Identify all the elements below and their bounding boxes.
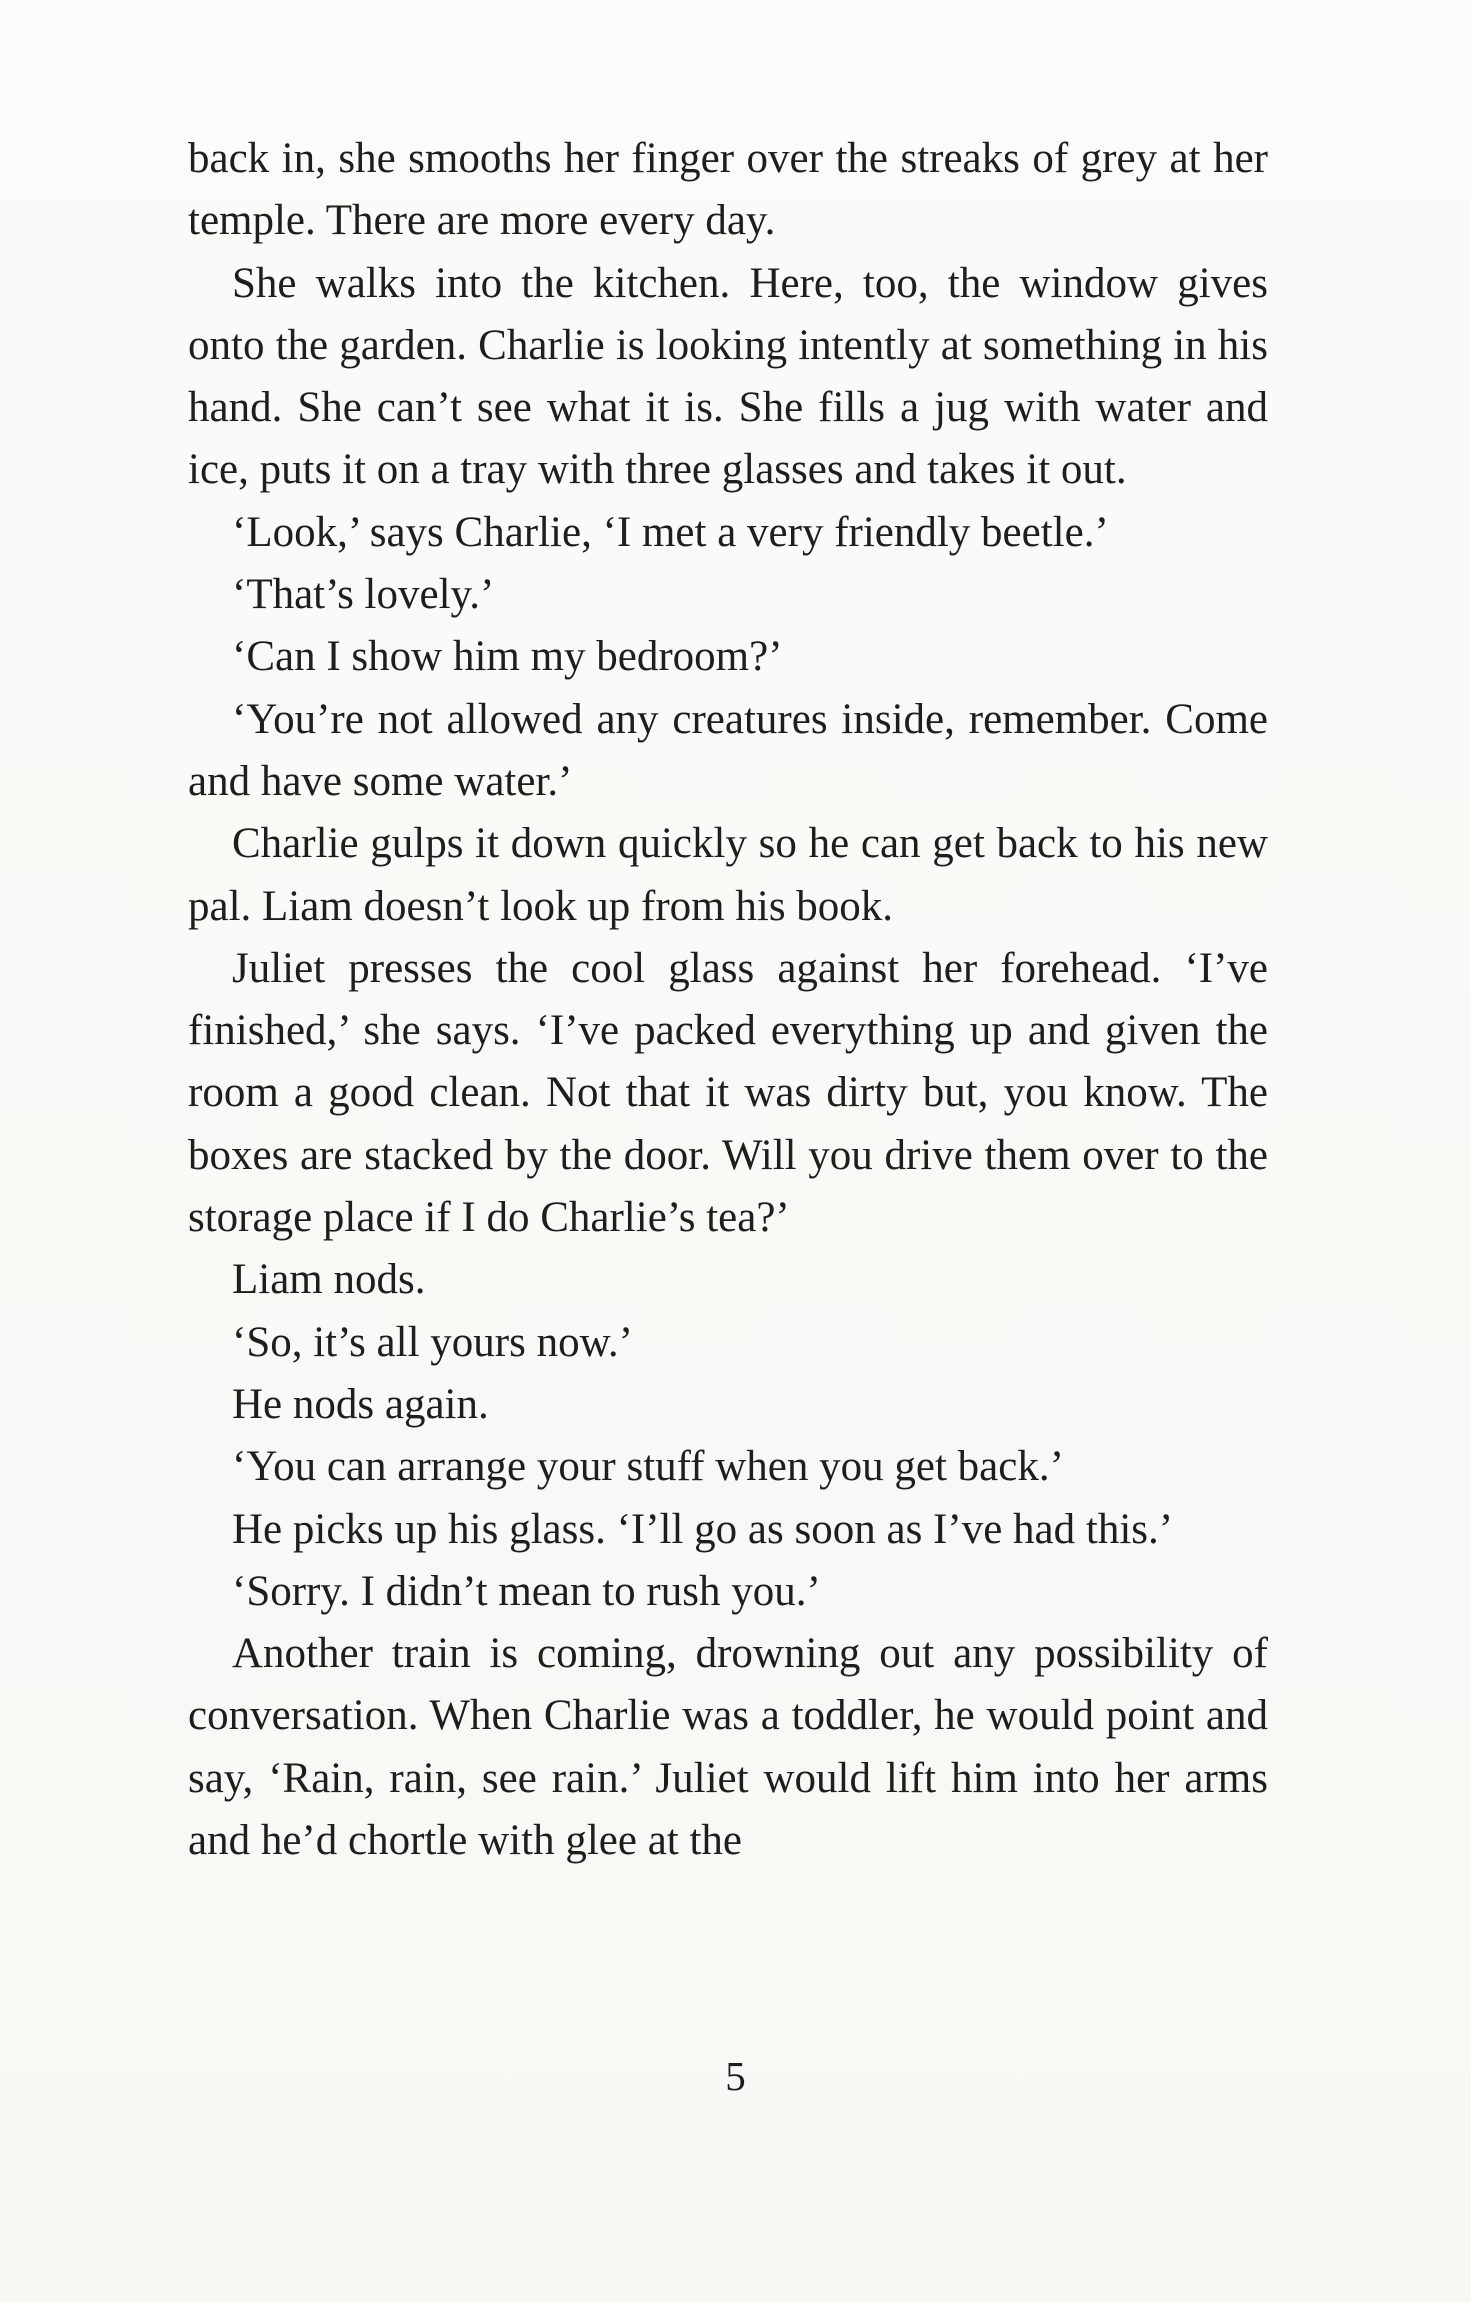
paragraph-13: He picks up his glass. ‘I’ll go as soon as I’ve had this.’ [232,1505,1174,1553]
paragraph-8: Juliet presses the cool glass against her forehead. ‘I’ve finished,’ she says. ‘I’ve packed everything up and given the room a good clean. Not that it was dirty but, you know. The boxes are stacked by the door. Will you drive them over to the storage place if I do Charlie’s tea?’ [188,944,1268,1242]
paragraph-2: She walks into the kitchen. Here, too, the window gives onto the garden. Charlie is looking intently at something in his hand. She can’t see what it is. She fills a jug with water and ice, puts it on a tray with three glasses and takes it out. [188,259,1268,494]
paragraph-14: ‘Sorry. I didn’t mean to rush you.’ [232,1567,821,1615]
paragraph-6: ‘You’re not allowed any creatures inside, remember. Come and have some water.’ [188,695,1268,805]
body-text [188,128,1268,1872]
paragraph-11: He nods again. [232,1380,489,1428]
paragraph-12: ‘You can arrange your stuff when you get back.’ [232,1443,1064,1491]
paragraph-9: Liam nods. [232,1256,426,1304]
page-number: 5 [725,2053,746,2099]
paragraph-5: ‘Can I show him my bedroom?’ [232,633,783,681]
paragraph-4: ‘That’s lovely.’ [232,571,495,619]
paragraph-1: back in, she smooths her finger over the streaks of grey at her temple. There are more every day. [188,135,1268,245]
paragraph-7: Charlie gulps it down quickly so he can get back to his new pal. Liam doesn’t look up from his book. [188,820,1268,930]
paragraph-10: ‘So, it’s all yours now.’ [232,1318,633,1366]
paragraph-15: Another train is coming, drowning out any possibility of conversation. When Charlie was a toddler, he would point and say, ‘Rain, rain, see rain.’ Juliet would lift him into her arms and he’d chortle with glee at the [188,1630,1268,1865]
paragraph-3: ‘Look,’ says Charlie, ‘I met a very friendly beetle.’ [232,508,1109,556]
